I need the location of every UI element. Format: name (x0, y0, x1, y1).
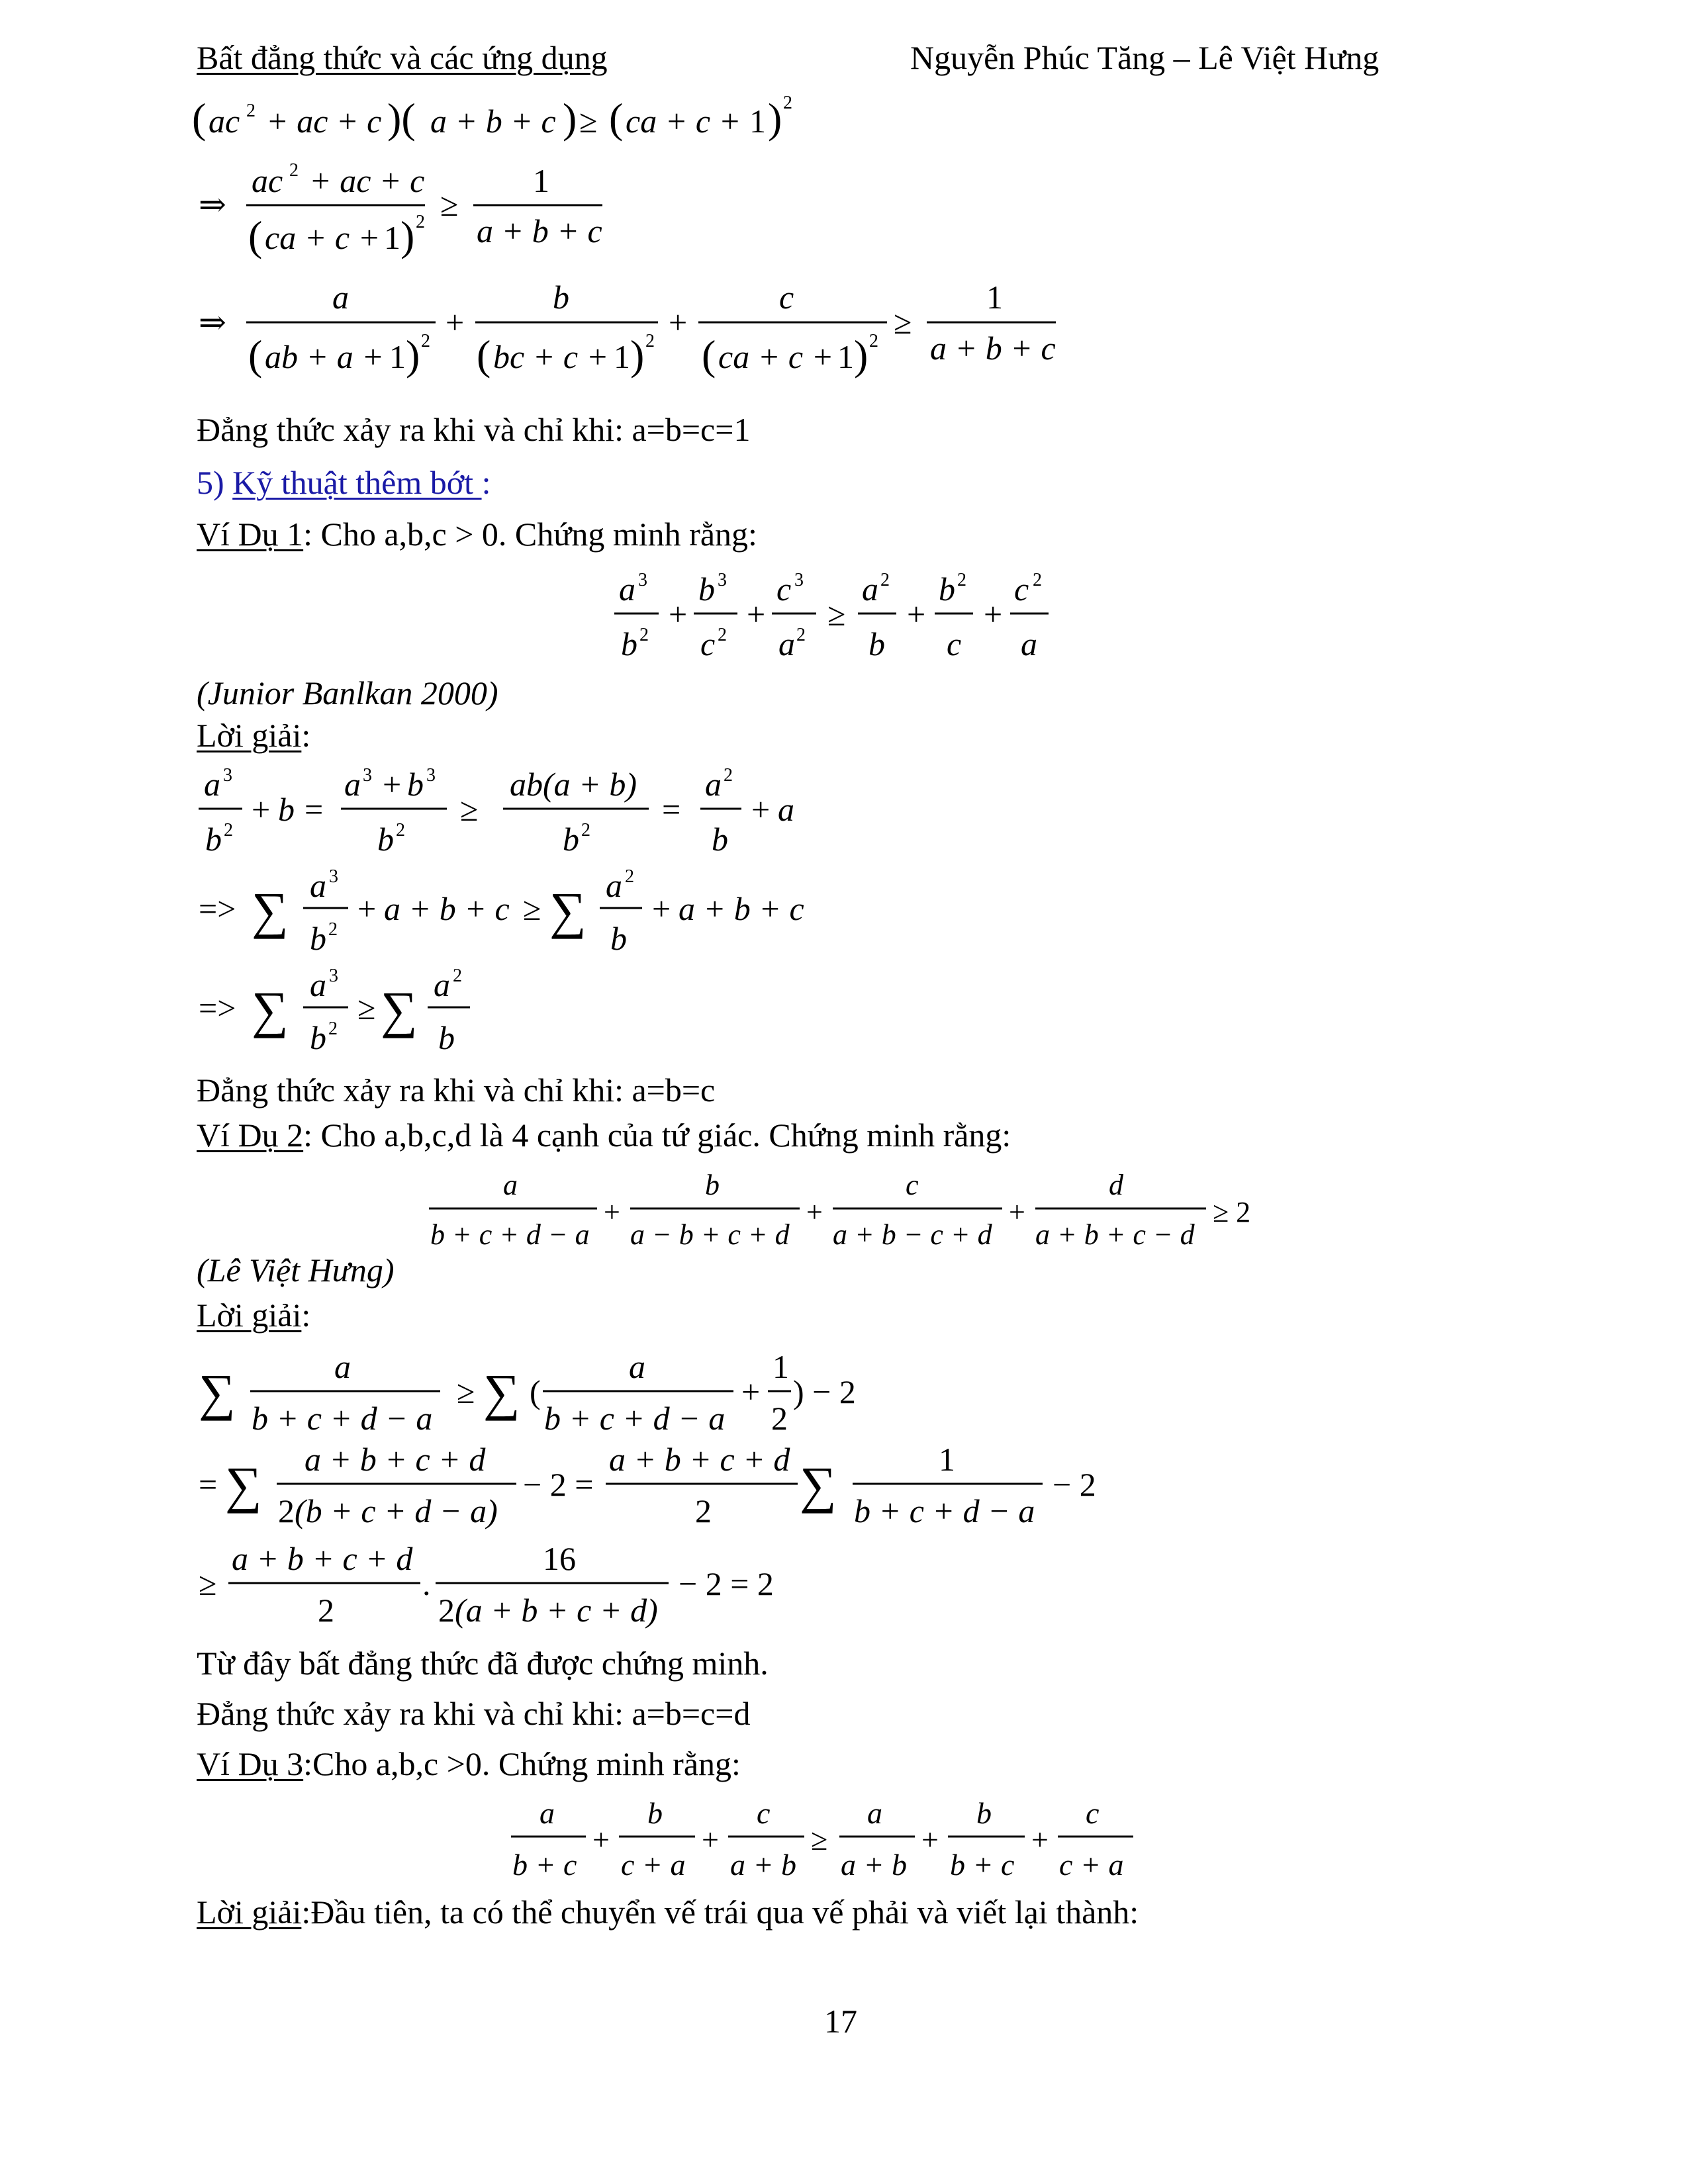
svg-text:+ ac + c: + ac + c (266, 103, 382, 140)
ex1-solution-label: Lời giải (197, 717, 302, 754)
svg-text:1: 1 (614, 338, 630, 375)
svg-text:2: 2 (625, 866, 634, 887)
svg-text:a: a (344, 766, 361, 803)
svg-text:− 2: − 2 (1053, 1466, 1096, 1503)
svg-text:a + b + c: a + b + c (477, 212, 602, 250)
part4-equality: Đẳng thức xảy ra khi và chỉ khi: a=b=c=1 (197, 411, 751, 448)
svg-text:b + c: b + c (512, 1848, 577, 1882)
svg-text:2: 2 (438, 1592, 455, 1629)
ex3-inequality (503, 1790, 1178, 1889)
svg-text:a + b + c + d: a + b + c + d (305, 1441, 486, 1478)
svg-text:a + b + c: a + b + c (430, 103, 556, 140)
svg-text:+: + (806, 1196, 823, 1228)
svg-text:2: 2 (328, 1019, 338, 1039)
svg-text:a: a (332, 279, 349, 316)
section5-heading (197, 463, 491, 502)
svg-text:2: 2 (289, 160, 299, 181)
svg-text:b: b (868, 625, 885, 662)
svg-text:2: 2 (396, 820, 405, 841)
ex2-solution-formulas (192, 1343, 1152, 1648)
svg-text:+: + (921, 1823, 939, 1856)
section5-number: 5) (197, 464, 233, 501)
svg-text:2: 2 (869, 331, 878, 351)
svg-text:≥: ≥ (523, 890, 541, 927)
svg-text:1: 1 (939, 1441, 955, 1478)
svg-text:≥: ≥ (811, 1823, 828, 1856)
svg-text:≥: ≥ (827, 596, 846, 633)
svg-text:≥: ≥ (894, 304, 912, 341)
svg-text:⇒: ⇒ (199, 304, 226, 341)
svg-text:≥: ≥ (357, 989, 376, 1026)
svg-text:b: b (377, 821, 394, 858)
part4-formulas (185, 93, 1112, 404)
svg-text:+: + (751, 791, 771, 828)
svg-text:c: c (700, 625, 716, 662)
svg-text:b + c + d − a: b + c + d − a (252, 1400, 433, 1437)
svg-text:a + b − c + d: a + b − c + d (833, 1218, 992, 1251)
svg-text:a: a (629, 1348, 645, 1385)
svg-text:b: b (647, 1796, 663, 1830)
ex2-statement: : Cho a,b,c,d là 4 cạnh của tứ giác. Chứng minh rằng: (303, 1116, 1011, 1154)
svg-text:+: + (252, 791, 271, 828)
svg-text:≥: ≥ (460, 791, 479, 828)
svg-text:(: ( (192, 95, 207, 142)
svg-text:2: 2 (771, 1400, 788, 1437)
svg-text:+: + (669, 304, 688, 341)
ex2-solution-label: Lời giải (197, 1297, 302, 1334)
ex3-statement: :Cho a,b,c >0. Chứng minh rằng: (303, 1745, 741, 1782)
svg-text:=>: => (199, 989, 236, 1026)
svg-text:a: a (619, 570, 635, 608)
section5-colon: : (481, 464, 491, 501)
svg-text:+: + (984, 596, 1003, 633)
ex2-equality: Đẳng thức xảy ra khi và chỉ khi: a=b=c=d (197, 1695, 751, 1732)
svg-text:c + a: c + a (1059, 1848, 1124, 1882)
svg-text:2: 2 (416, 212, 425, 232)
svg-text:+: + (652, 890, 671, 927)
svg-text:+: + (1031, 1823, 1049, 1856)
svg-text:2: 2 (645, 331, 655, 351)
svg-text:2: 2 (421, 331, 430, 351)
svg-text:3: 3 (329, 966, 338, 986)
svg-text:+: + (702, 1823, 719, 1856)
ex2-conclusion: Từ đây bất đẳng thức đã được chứng minh. (197, 1645, 769, 1682)
svg-text:⇒: ⇒ (199, 186, 226, 223)
ex3-solution-line (197, 1893, 1139, 1931)
svg-text:ac: ac (209, 103, 240, 140)
svg-text:c: c (947, 625, 962, 662)
section5-title: Kỹ thuật thêm bớt (232, 464, 482, 501)
ex1-solution-formulas (192, 761, 920, 1072)
eq3-formula (199, 279, 1056, 379)
svg-text:.: . (422, 1565, 431, 1602)
svg-text:): ) (630, 332, 645, 379)
svg-text:=: = (305, 791, 324, 828)
eq2-formula (199, 160, 602, 259)
svg-text:c: c (906, 1169, 919, 1201)
svg-text:∑: ∑ (199, 1363, 236, 1421)
svg-text:b: b (705, 1169, 720, 1201)
svg-text:a: a (867, 1796, 882, 1830)
svg-text:+: + (445, 304, 465, 341)
svg-text:a + b + c − d: a + b + c − d (1035, 1218, 1195, 1251)
svg-text:2: 2 (639, 625, 649, 645)
svg-text:b: b (438, 1019, 455, 1056)
svg-text:+ ac + c: + ac + c (309, 162, 425, 199)
eq1-formula (192, 93, 792, 142)
svg-text:a + b + c: a + b + c (930, 330, 1056, 367)
ex1-source: (Junior Banlkan 2000) (197, 674, 498, 711)
svg-text:d: d (1109, 1169, 1123, 1201)
svg-text:1: 1 (986, 279, 1003, 316)
svg-text:2: 2 (880, 570, 890, 590)
svg-text:=: = (662, 791, 681, 828)
svg-text:3: 3 (794, 570, 804, 590)
svg-text:a + b + c + d: a + b + c + d (232, 1540, 413, 1577)
svg-text:c: c (1014, 570, 1029, 608)
svg-text:1: 1 (389, 338, 406, 375)
svg-text:∑: ∑ (252, 981, 289, 1038)
svg-text:): ) (768, 95, 782, 142)
svg-text:≥: ≥ (440, 186, 459, 223)
svg-text:a + b: a + b (841, 1848, 908, 1882)
svg-text:ca + c +: ca + c + (265, 219, 381, 256)
ex1-statement: : Cho a,b,c > 0. Chứng minh rằng: (303, 516, 757, 553)
svg-text:3: 3 (718, 570, 727, 590)
ex1-equality: Đẳng thức xảy ra khi và chỉ khi: a=b=c (197, 1071, 716, 1109)
svg-text:2: 2 (581, 820, 590, 841)
svg-text:3: 3 (223, 765, 232, 786)
svg-text:ca + c +: ca + c + (626, 103, 741, 140)
svg-text:b: b (621, 625, 637, 662)
svg-text:bc + c +: bc + c + (493, 338, 609, 375)
svg-text:ab + a +: ab + a + (265, 338, 384, 375)
svg-text:a: a (1021, 625, 1037, 662)
svg-text:+: + (669, 596, 688, 633)
svg-text:): ) (400, 212, 415, 259)
svg-text:2: 2 (718, 625, 727, 645)
svg-text:b + c: b + c (950, 1848, 1015, 1882)
svg-text:c: c (779, 279, 794, 316)
ex1-label: Ví Dụ 1 (197, 516, 304, 553)
svg-text:ac: ac (252, 162, 283, 199)
svg-text:): ) (854, 332, 868, 379)
svg-text:a: a (606, 867, 622, 904)
svg-text:2: 2 (1033, 570, 1042, 590)
svg-text:): ) (563, 95, 577, 142)
svg-text:b: b (310, 920, 326, 957)
svg-text:+: + (383, 766, 402, 803)
svg-text:a: a (204, 766, 220, 803)
svg-text:)(: )( (387, 95, 416, 142)
svg-text:2: 2 (224, 820, 233, 841)
ex3-heading (197, 1745, 741, 1783)
ex2-inequality (424, 1165, 1271, 1257)
svg-text:c + a: c + a (621, 1848, 686, 1882)
svg-text:a: a (778, 791, 794, 828)
svg-text:b + c + d − a: b + c + d − a (430, 1218, 590, 1251)
svg-text:2: 2 (318, 1592, 334, 1629)
svg-text:b + c + d − a: b + c + d − a (544, 1400, 726, 1437)
svg-text:3: 3 (329, 866, 338, 887)
svg-text:=>: => (199, 890, 236, 927)
svg-text:∑: ∑ (483, 1363, 520, 1421)
svg-text:(a + b + c + d): (a + b + c + d) (455, 1592, 658, 1629)
svg-text:a + b + c: a + b + c (384, 890, 510, 927)
svg-text:+: + (907, 596, 926, 633)
svg-text:∑: ∑ (381, 981, 418, 1038)
svg-text:∑: ∑ (252, 882, 289, 939)
ex1-solution-heading: Lời giải: (197, 717, 311, 754)
svg-text:+: + (604, 1196, 620, 1228)
ex2-label: Ví Dụ 2 (197, 1116, 304, 1154)
ex1-heading (197, 515, 757, 553)
svg-text:≥: ≥ (199, 1565, 217, 1602)
svg-text:− 2 = 2: − 2 = 2 (679, 1565, 774, 1602)
svg-text:a: a (539, 1796, 555, 1830)
svg-text:∑: ∑ (800, 1456, 837, 1514)
svg-text:2: 2 (246, 101, 256, 121)
svg-text:b: b (976, 1796, 992, 1830)
svg-text:a: a (503, 1169, 518, 1201)
svg-text:3: 3 (363, 765, 372, 786)
svg-text:(b + c + d − a): (b + c + d − a) (295, 1492, 498, 1529)
svg-text:c: c (776, 570, 792, 608)
svg-text:b: b (610, 920, 627, 957)
ex2-solution-heading: Lời giải: (197, 1297, 311, 1334)
svg-text:2: 2 (796, 625, 806, 645)
svg-text:+: + (1009, 1196, 1025, 1228)
svg-text:a: a (434, 966, 450, 1003)
svg-text:=: = (199, 1466, 218, 1503)
svg-text:ab(a + b): ab(a + b) (510, 766, 637, 803)
header-authors: Nguyễn Phúc Tăng – Lê Việt Hưng (910, 39, 1380, 76)
svg-text:a: a (705, 766, 722, 803)
svg-text:(: ( (609, 95, 624, 142)
svg-text:b: b (310, 1019, 326, 1056)
svg-text:a + b + c + d: a + b + c + d (609, 1441, 790, 1478)
svg-text:+: + (741, 1373, 761, 1410)
svg-text:16: 16 (543, 1540, 576, 1577)
svg-text:2: 2 (724, 765, 733, 786)
svg-text:(: ( (702, 332, 716, 379)
svg-text:b: b (939, 570, 955, 608)
svg-text:≥ 2: ≥ 2 (1213, 1196, 1251, 1228)
svg-text:+: + (747, 596, 766, 633)
ex2-heading (197, 1116, 1011, 1154)
svg-text:1: 1 (749, 103, 766, 140)
svg-text:+: + (357, 890, 377, 927)
svg-text:a + b: a + b (730, 1848, 797, 1882)
svg-text:c: c (757, 1796, 771, 1830)
svg-text:2: 2 (328, 919, 338, 940)
svg-text:+: + (592, 1823, 610, 1856)
ex3-solution-label: Lời giải (197, 1893, 302, 1931)
svg-text:3: 3 (638, 570, 647, 590)
svg-text:a: a (334, 1348, 351, 1385)
svg-text:1: 1 (773, 1348, 789, 1385)
svg-text:a: a (310, 867, 326, 904)
svg-text:a − b + c + d: a − b + c + d (630, 1218, 790, 1251)
svg-text:): ) (406, 332, 420, 379)
svg-text:≥: ≥ (457, 1373, 475, 1410)
svg-text:ca + c +: ca + c + (718, 338, 834, 375)
ex3-label: Ví Dụ 3 (197, 1745, 304, 1782)
svg-text:a + b + c: a + b + c (679, 890, 804, 927)
svg-text:(: ( (530, 1373, 541, 1410)
svg-text:2: 2 (783, 93, 792, 113)
svg-text:c: c (1086, 1796, 1100, 1830)
svg-text:2: 2 (453, 966, 462, 986)
svg-text:− 2 =: − 2 = (523, 1466, 594, 1503)
header-title: Bất đẳng thức và các ứng dụng (197, 39, 608, 76)
svg-text:2: 2 (957, 570, 966, 590)
svg-text:≥: ≥ (579, 103, 598, 140)
svg-text:a: a (778, 625, 795, 662)
svg-text:3: 3 (426, 765, 436, 786)
svg-text:1: 1 (837, 338, 854, 375)
svg-text:1: 1 (384, 219, 400, 256)
svg-text:b: b (698, 570, 715, 608)
svg-text:b + c + d − a: b + c + d − a (854, 1492, 1035, 1529)
svg-text:(: ( (248, 332, 263, 379)
svg-text:1: 1 (533, 162, 549, 199)
svg-text:b: b (712, 821, 728, 858)
svg-text:2: 2 (278, 1492, 295, 1529)
page-number: 17 (824, 2003, 857, 2040)
svg-text:(: ( (477, 332, 491, 379)
ex3-solution-text: :Đầu tiên, ta có thể chuyển vế trái qua vế phải và viết lại thành: (301, 1893, 1139, 1931)
svg-text:(: ( (248, 212, 263, 259)
svg-text:b: b (278, 791, 295, 828)
svg-text:∑: ∑ (225, 1456, 262, 1514)
svg-text:2: 2 (695, 1492, 712, 1529)
svg-text:a: a (310, 966, 326, 1003)
svg-text:b: b (563, 821, 579, 858)
svg-text:) − 2: ) − 2 (793, 1373, 856, 1410)
svg-text:∑: ∑ (549, 882, 586, 939)
svg-text:b: b (553, 279, 569, 316)
svg-text:b: b (407, 766, 424, 803)
ex1-inequality (596, 566, 1086, 678)
ex2-source: (Lê Việt Hưng) (197, 1251, 395, 1289)
svg-text:b: b (205, 821, 222, 858)
svg-text:a: a (862, 570, 878, 608)
